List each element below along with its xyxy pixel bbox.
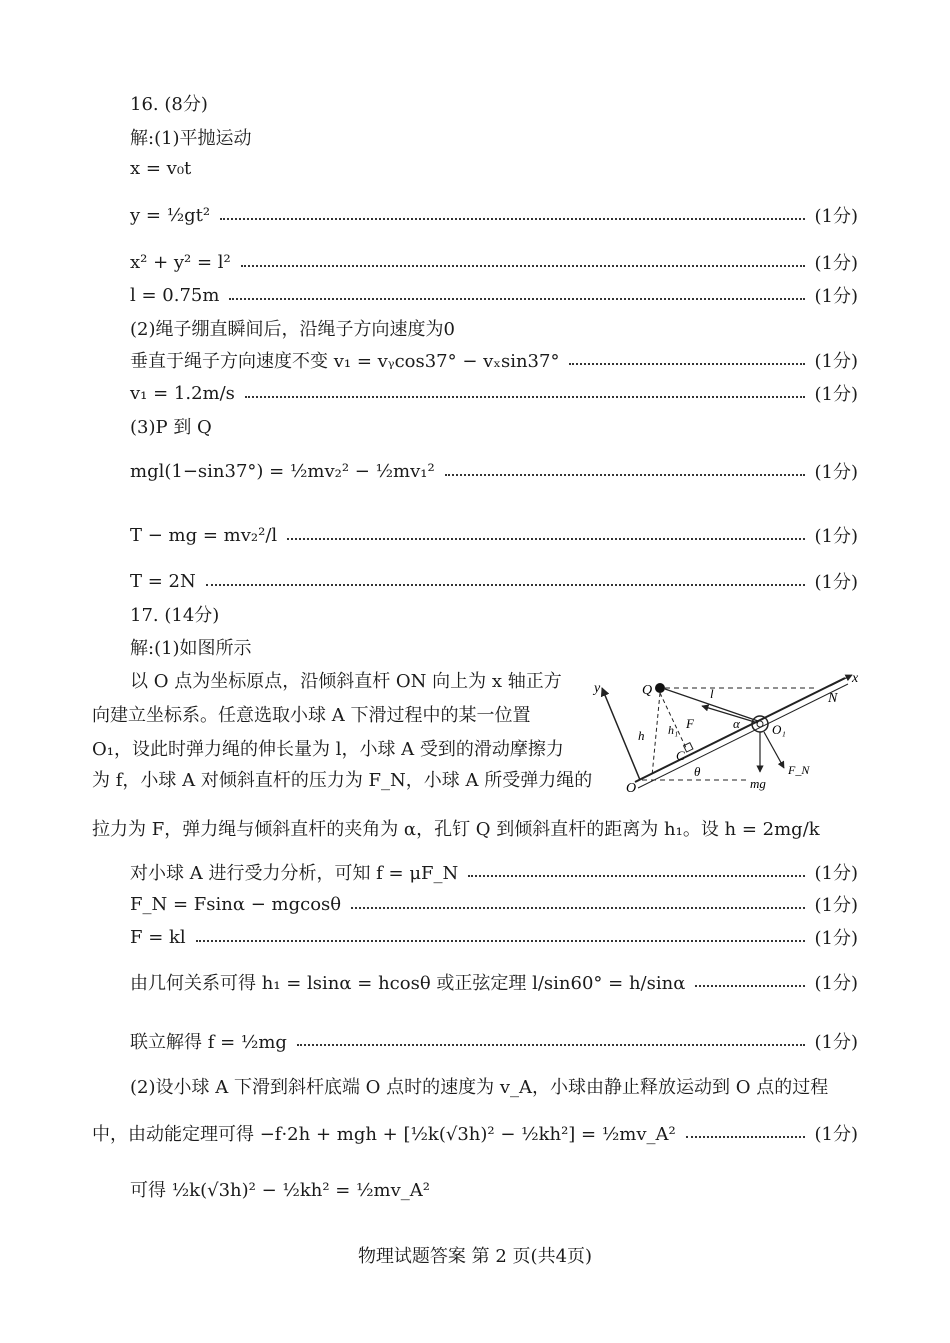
- label-F: F: [686, 716, 694, 731]
- label-C: C: [676, 748, 685, 763]
- q16-line3-1: [130, 522, 858, 548]
- leader-dots: [245, 396, 805, 398]
- score: (1分): [814, 1124, 858, 1145]
- peg-Q: [655, 683, 665, 693]
- q17-line-0: [130, 859, 858, 885]
- q17-title: 17. (14分): [130, 605, 220, 626]
- equation: 中，由动能定理可得 −f·2h + mgh + [½k(√3h)² − ½kh²] = ½mv_A²: [92, 1124, 676, 1145]
- q16-line3-2: [130, 568, 858, 594]
- label-O1: O₁: [772, 722, 786, 737]
- leader-dots: [196, 940, 805, 942]
- label-x: x: [852, 671, 859, 686]
- label-alpha: α: [733, 716, 740, 731]
- q16-title: 16. (8分): [130, 94, 208, 115]
- equation: x² + y² = l²: [130, 251, 231, 273]
- score: (1分): [814, 351, 858, 372]
- right-angle-mark: [684, 743, 693, 752]
- q16-line-0: [130, 158, 858, 179]
- q17-line-3: [130, 969, 858, 995]
- q17-line-1: [130, 891, 858, 917]
- normal-force-arrow: [764, 732, 784, 768]
- leader-dots: [445, 474, 805, 476]
- equation: 垂直于绳子方向速度不变 v₁ = vᵧcos37° − vₓsin37°: [130, 351, 560, 372]
- ball-center: [757, 721, 763, 727]
- score: (1分): [814, 384, 858, 405]
- q17-part2a: (2)设小球 A 下滑到斜杆底端 O 点时的速度为 v_A，小球由静止释放运动到 O 点的过程: [130, 1077, 829, 1098]
- y-axis: [602, 688, 640, 780]
- score: (1分): [814, 253, 858, 274]
- equation: F_N = Fsinα − mgcosθ: [130, 893, 342, 915]
- leader-dots: [287, 538, 804, 540]
- equation: T − mg = mv₂²/l: [130, 524, 278, 546]
- q16-line-2: [130, 249, 858, 275]
- q16-part3: (3)P 到 Q: [130, 417, 212, 438]
- force-F-arrow: [702, 706, 758, 723]
- q16-line3-0: [130, 458, 858, 484]
- q17-part1: 解:(1)如图所示: [130, 638, 252, 659]
- q17-para-2: O₁，设此时弹力绳的伸长量为 l，小球 A 受到的滑动摩擦力: [92, 739, 564, 760]
- leader-dots: [468, 875, 804, 877]
- equation: mgl(1−sin37°) = ½mv₂² − ½mv₁²: [130, 460, 435, 482]
- q17-para-3: 为 f，小球 A 对倾斜直杆的压力为 F_N，小球 A 所受弹力绳的: [92, 770, 593, 791]
- equation: 联立解得 f = ½mg: [130, 1032, 287, 1053]
- label-h: h: [638, 728, 645, 743]
- q16-line-3: [130, 282, 858, 308]
- leader-dots: [241, 265, 805, 267]
- leader-dots: [297, 1044, 805, 1046]
- label-FN: F_N: [788, 763, 810, 777]
- equation: l = 0.75m: [130, 284, 220, 306]
- q16-part1: 解:(1)平抛运动: [130, 128, 252, 149]
- leader-dots: [351, 907, 804, 909]
- leader-dots: [695, 985, 804, 987]
- q17-part2c: 可得 ½k(√3h)² − ½kh² = ½mv_A²: [130, 1180, 430, 1201]
- q16-part2: (2)绳子绷直瞬间后，沿绳子方向速度为0: [130, 319, 455, 340]
- q17-part2b: [92, 1120, 858, 1146]
- ball-A: [752, 716, 768, 732]
- q17-line-2: [130, 924, 858, 950]
- q16-line2-0: [130, 347, 858, 373]
- leader-dots: [229, 298, 804, 300]
- score: (1分): [814, 572, 858, 593]
- label-mg: mg: [750, 776, 766, 791]
- page-footer: 物理试题答案 第 2 页(共4页): [357, 1246, 593, 1267]
- leader-dots: [569, 363, 804, 365]
- equation: y = ½gt²: [130, 204, 211, 226]
- label-Q: Q: [642, 683, 653, 698]
- score: (1分): [814, 286, 858, 307]
- label-N: N: [828, 691, 838, 706]
- q17-line-4: [130, 1028, 858, 1054]
- q17-para-0: 以 O 点为坐标原点，沿倾斜直杆 ON 向上为 x 轴正方: [130, 671, 562, 692]
- score: (1分): [814, 206, 858, 227]
- q16-line2-1: [130, 380, 858, 406]
- label-O: O: [626, 781, 637, 796]
- equation: 由几何关系可得 h₁ = lsinα = hcosθ 或正弦定理 l/sin60° = h/sinα: [130, 973, 686, 994]
- leader-dots: [206, 584, 805, 586]
- q17-para-1: 向建立坐标系。任意选取小球 A 下滑过程中的某一位置: [92, 705, 531, 726]
- leader-dots: [686, 1136, 805, 1138]
- equation: F = kl: [130, 926, 186, 948]
- score: (1分): [814, 973, 858, 994]
- inclined-rod: [635, 678, 845, 782]
- equation: T = 2N: [130, 570, 196, 592]
- score: (1分): [814, 863, 858, 884]
- score: (1分): [814, 526, 858, 547]
- q17-para-4: 拉力为 F，弹力绳与倾斜直杆的夹角为 α，孔钉 Q 到倾斜直杆的距离为 h₁。设 h = 2mg/k: [92, 819, 820, 840]
- leader-dots: [220, 218, 804, 220]
- score: (1分): [814, 462, 858, 483]
- perpendicular-h1: [660, 693, 687, 750]
- label-y: y: [594, 681, 601, 696]
- q16-line-1: [130, 202, 858, 228]
- equation: x = v₀t: [130, 158, 192, 179]
- score: (1分): [814, 1032, 858, 1053]
- force-diagram: [590, 668, 862, 796]
- label-l: l: [710, 686, 714, 701]
- equation: 对小球 A 进行受力分析，可知 f = μF_N: [130, 863, 459, 884]
- equation: v₁ = 1.2m/s: [130, 382, 235, 404]
- score: (1分): [814, 928, 858, 949]
- label-theta: θ: [694, 764, 701, 779]
- x-axis-arrow: [830, 675, 852, 686]
- score: (1分): [814, 895, 858, 916]
- height-line-h: [652, 693, 660, 776]
- label-h1: h₁: [668, 723, 679, 737]
